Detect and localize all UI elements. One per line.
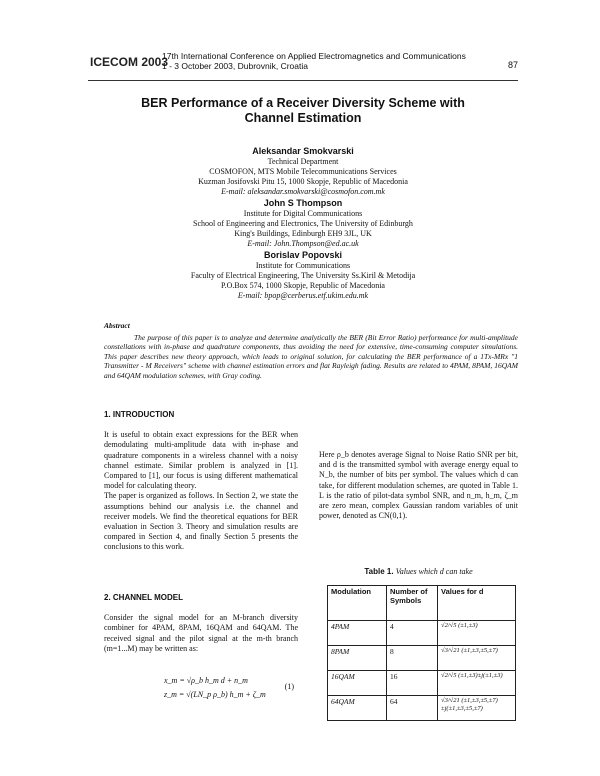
table-header-row (328, 586, 516, 621)
author-affiliation: Technical Department (267, 157, 339, 166)
table-cell: 8PAM (328, 646, 387, 671)
author-affiliation: Institute for Communications (255, 261, 351, 270)
page-number: 87 (507, 60, 518, 70)
table-cell: 4PAM (328, 621, 387, 646)
table-cell: 64 (387, 696, 438, 721)
table-cell: 4 (387, 621, 438, 646)
table-cell: 16QAM (328, 671, 387, 696)
author-1 (88, 145, 518, 197)
table-row (328, 696, 516, 721)
table-caption (319, 567, 518, 576)
paragraph: It is useful to obtain exact expressions for the BER when demodulating multi-amplitude data with in-phase and quadrature components in a wireless channel with a noisy channel estimate. Similar problem is analyzed in [1]. Compared to [1], our focus is using different mathematical model for calculating theory. (104, 430, 298, 491)
table-cell: √2/√5 (±1,±3) (438, 621, 516, 646)
conference-logo (88, 48, 169, 74)
table-cell: √2/√5 (±1,±3)±j(±1,±3) (438, 671, 516, 696)
section-heading: 1. INTRODUCTION (104, 410, 175, 419)
author-email: E-mail: John.Thompson@ed.ac.uk (247, 239, 359, 248)
author-email: E-mail: bpop@cerberus.etf.ukim.edu.mk (237, 291, 369, 300)
author-block (88, 145, 518, 301)
column-header: Number of Symbols (387, 586, 438, 621)
channel-section (104, 593, 298, 654)
abstract-label: Abstract (104, 321, 130, 330)
table-cell: √3/√21 (±1,±3,±5,±7)±j(±1,±3,±5,±7) (438, 696, 516, 721)
logo-text: ICECOM 2003 (90, 55, 169, 69)
table-row (328, 621, 516, 646)
section-heading: 2. CHANNEL MODEL (104, 593, 183, 602)
equation-1 (104, 670, 298, 716)
author-name: John S Thompson (263, 198, 343, 208)
page-header (88, 48, 518, 76)
author-address: Kuzman Josifovski Pitu 15, 1000 Skopje, Republic of Macedonia (198, 177, 408, 186)
table-caption-prefix: Table 1. (364, 567, 394, 576)
table-row (328, 671, 516, 696)
table-cell: 64QAM (328, 696, 387, 721)
equation-line: z_m = √(LN_p ρ_b) h_m + ζ_m (164, 690, 266, 699)
conference-line-2: 1 - 3 October 2003, Dubrovnik, Croatia (162, 61, 308, 71)
author-name: Borislav Popovski (263, 250, 343, 260)
title-line-1: BER Performance of a Receiver Diversity Scheme with (141, 96, 465, 110)
author-2 (88, 197, 518, 249)
modulation-table (327, 585, 516, 721)
paragraph: Here ρ_b denotes average Signal to Noise Ratio SNR per bit, and d is the transmitted symbol with average energy equal to N_b, the number of bits per symbol. The values which d can take, for different modulation schemes, are quoted in Table 1. L is the ratio of pilot-data symbol SNR, and n_m, h_m, ζ_m are zero mean, complex Gaussian random variables of unit power, denoted as CN(0,1). (319, 450, 518, 521)
title-line-2: Channel Estimation (244, 111, 362, 125)
abstract (104, 321, 518, 380)
table-cell: 8 (387, 646, 438, 671)
author-affiliation: Faculty of Electrical Engineering, The University Ss.Kiril & Metodija (190, 271, 416, 280)
author-address: King's Buildings, Edinburgh EH9 3JL, UK (234, 229, 372, 238)
author-address: P.O.Box 574, 1000 Skopje, Republic of Macedonia (221, 281, 385, 290)
intro-section (104, 410, 298, 553)
column-2-text (319, 450, 518, 521)
table-row (328, 646, 516, 671)
equation-number: (1) (284, 682, 294, 691)
author-affiliation: School of Engineering and Electronics, The University of Edinburgh (193, 219, 413, 228)
header-rule (88, 80, 518, 81)
paragraph: The paper is organized as follows. In Section 2, we state the assumptions behind our analysis i.e. the channel and receiver models. We find the theoretical equations for BER evaluation in Section 3. Theory and simulation results are compared in Section 4, and finally Section 5 presents the conclusions to this work. (104, 491, 298, 552)
author-affiliation: COSMOFON, MTS Mobile Telecommunications Services (209, 167, 397, 176)
paper-title (88, 96, 518, 126)
conference-line-1: 17th International Conference on Applied Electromagnetics and Communications (162, 51, 466, 61)
author-name: Aleksandar Smokvarski (252, 146, 354, 156)
column-header: Modulation (328, 586, 387, 621)
equation-line: x_m = √ρ_b h_m d + n_m (164, 676, 248, 685)
author-3 (88, 249, 518, 301)
table-caption-text: Values which d can take (395, 567, 473, 576)
author-affiliation: Institute for Digital Communications (243, 209, 363, 218)
table-cell: 16 (387, 671, 438, 696)
abstract-text: The purpose of this paper is to analyze and determine analytically the BER (Bit Error Ratio) performance for multi-amplitude constellations with in-phase and quadrature components, thus avoiding the need for extensive, time-consuming computer simulations. This paper describes new theory approach, which leads to original solution, for calculating the BER performance of a 1Tx-MRx "1 Transmitter - M Receivers" scheme with channel estimation errors and flat Rayleigh fading. Results are related to 4PAM, 8PAM, 16QAM and 64QAM modulation schemes, with Gray coding. (104, 332, 518, 380)
author-email: E-mail: aleksandar.smokvarski@cosmofon.com.mk (221, 187, 385, 196)
table-cell: √3/√21 (±1,±3,±5,±7) (438, 646, 516, 671)
paragraph: Consider the signal model for an M-branch diversity combiner for 4PAM, 8PAM, 16QAM and 64QAM. The received signal and the pilot signal at the m-th branch (m=1...M) may be written as: (104, 613, 298, 653)
column-header: Values for d (438, 586, 516, 621)
conference-info (162, 51, 466, 71)
